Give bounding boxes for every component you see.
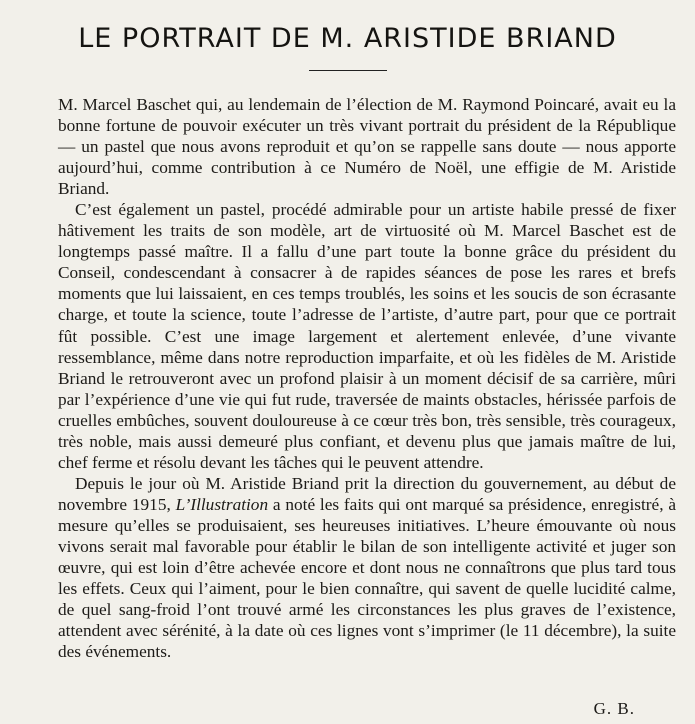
article-title: LE PORTRAIT DE M. ARISTIDE BRIAND	[78, 23, 617, 54]
publication-name: L’Illustration	[175, 494, 269, 514]
paragraph-3	[58, 473, 676, 662]
paragraph-2: C’est également un pastel, procédé admirable pour un artiste habile pressé de fixer hâtivement les traits de son modèle, art de virtuosité où M. Marcel Baschet est de longtemps passé maître. Il a fallu d’une part toute la bonne grâce du président du Conseil, condescendant à consacrer à de rapides séances de pose les rares et brefs moments que lui laissaient, en ces temps troublés, les soins et les soucis de son écrasante charge, et toute la science, toute l’adresse de l’artiste, d’autre part, pour que ce portrait fût possible. C’est une image largement et alertement enlevée, d’une vivante ressemblance, même dans notre reproduction imparfaite, et où les fidèles de M. Aristide Briand le retrouveront avec un profond plaisir à un moment décisif de sa carrière, mûri par l’expérience d’une vie qui fut rude, traversée de maints obstacles, hérissée parfois de cruelles embûches, souvent douloureuse à ce cœur très bon, très sensible, très courageux, très noble, mais aussi demeuré plus confiant, et devenu plus que jamais maître de lui, chef ferme et résolu devant les tâches qui le peuvent attendre.	[58, 200, 676, 472]
paragraph-1: M. Marcel Baschet qui, au lendemain de l’élection de M. Raymond Poincaré, avait eu la bonne fortune de pouvoir exécuter un très vivant portrait du président de la République — un pastel que nous avons reproduit et qu’on se rappelle sans doute — nous apporte aujourd’hui, comme contribution à ce Numéro de Noël, une effigie de M. Aristide Briand.	[58, 95, 676, 199]
title-divider	[309, 70, 387, 71]
paragraph-3-before: Depuis le jour où M. Aristide Briand prit la direction du gouvernement, au début de novembre 1915,	[58, 473, 676, 514]
author-signature: G. B.	[593, 699, 635, 718]
paragraph-3-after: a noté les faits qui ont marqué sa présidence, enregistré, à mesure qu’elles se produisaient, ses heureuses initiatives. L’heure émouvante où nous vivons serait mal favorable pour établir le bilan de son intelligente activité et juger son œuvre, qui est loin d’être achevée encore et dont nous ne connaîtrons que plus tard tous les effets. Ceux qui l’aiment, pour le bien connaître, qui savent de quelle lucidité calme, de quel sang-froid l’ont trouvé armé les circonstances les plus graves de l’existence, attendent avec sérénité, à la date où ces lignes vont s’imprimer (le 11 décembre), la suite des événements.	[58, 494, 676, 662]
article-body	[58, 94, 676, 662]
